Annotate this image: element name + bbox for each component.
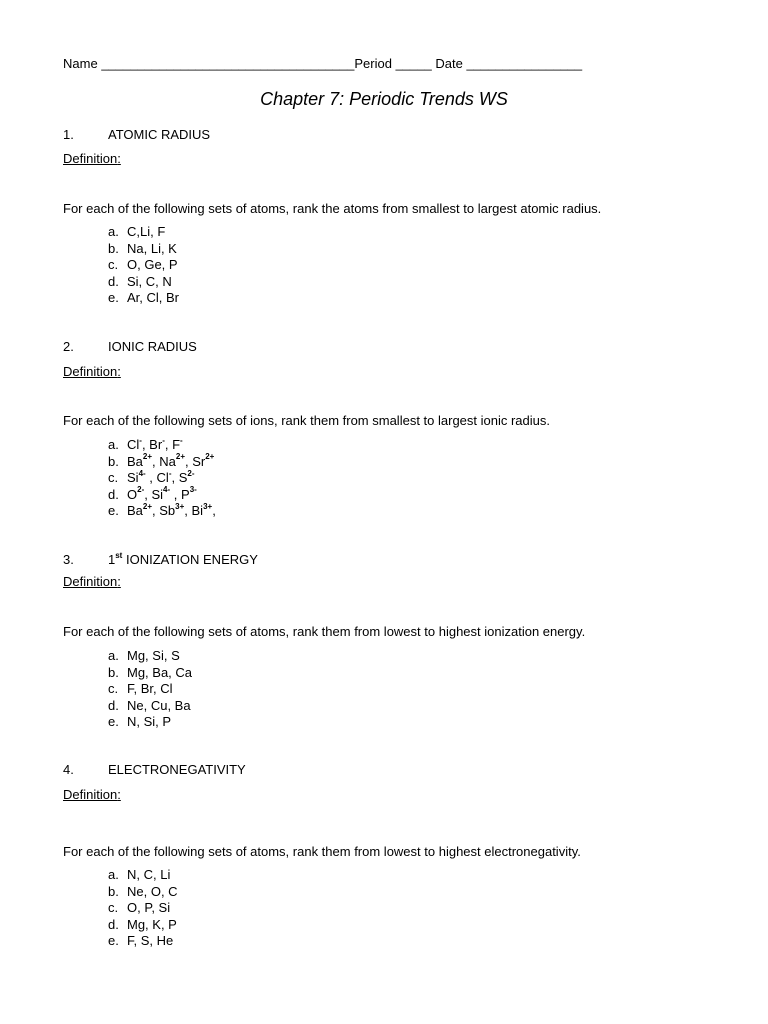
list-item — [108, 241, 179, 258]
list-item-text: Si, C, N — [127, 273, 172, 289]
date-blank: ________________ — [466, 56, 583, 71]
list-item — [108, 884, 178, 901]
list-item-label: c. — [108, 900, 119, 915]
section-3-heading-text: IONIZATION ENERGY — [122, 552, 258, 567]
list-item — [108, 257, 179, 274]
period-label: Period — [354, 56, 392, 71]
list-item — [108, 648, 192, 665]
list-item-label: d. — [108, 916, 119, 932]
list-item-text: N, C, Li — [127, 867, 171, 882]
section-4-instruction: For each of the following sets of atoms, rank them from lowest to highest electronegativity. — [63, 844, 581, 859]
date-label: Date — [435, 56, 463, 71]
section-4-number: 4. — [63, 762, 74, 777]
section-3-heading — [108, 552, 258, 567]
list-item-label: e. — [108, 714, 119, 729]
section-3-instruction: For each of the following sets of atoms, rank them from lowest to highest ionization energy. — [63, 624, 586, 639]
section-3-definition-label: Definition: — [63, 574, 121, 589]
list-item-text: Mg, Ba, Ca — [127, 664, 193, 680]
list-item — [108, 503, 216, 520]
section-1-number: 1. — [63, 127, 74, 142]
section-2-definition-label: Definition: — [63, 364, 121, 379]
list-item-label: c. — [108, 681, 119, 696]
list-item — [108, 470, 216, 487]
list-item-label: b. — [108, 883, 119, 899]
list-item-label: a. — [108, 224, 119, 239]
list-item-label: a. — [108, 648, 119, 663]
section-3-number: 3. — [63, 552, 74, 567]
list-item-text: Na, Li, K — [127, 240, 177, 256]
list-item-label: a. — [108, 867, 119, 882]
list-item-text: Mg, K, P — [127, 916, 177, 932]
list-item — [108, 487, 216, 504]
list-item-label: b. — [108, 664, 119, 680]
list-item-label: e. — [108, 933, 119, 948]
section-1-definition-label: Definition: — [63, 151, 121, 166]
section-2-heading: IONIC RADIUS — [108, 339, 197, 354]
list-item — [108, 714, 192, 731]
section-4-items — [108, 867, 178, 950]
list-item-text: $Ba^{2+}$, $Na^{2+}$, $Sr^{2+}$ — [127, 452, 215, 469]
section-2-items — [108, 437, 216, 520]
section-4-heading: ELECTRONEGATIVITY — [108, 762, 246, 777]
section-1-items — [108, 224, 179, 307]
section-3-heading-ordinal-sup: st — [115, 550, 123, 560]
list-item-label: b. — [108, 240, 119, 256]
list-item-text: O, Ge, P — [127, 257, 178, 272]
list-item-label: c. — [108, 470, 119, 485]
list-item — [108, 274, 179, 291]
list-item-text: $O^{2-}$, $Si^{4-}$ , $P^{3-}$ — [127, 485, 197, 502]
list-item-label: e. — [108, 290, 119, 305]
list-item — [108, 867, 178, 884]
list-item — [108, 224, 179, 241]
list-item-text: Ne, Cu, Ba — [127, 697, 191, 713]
list-item-text: Cl-, Br-, F- — [127, 435, 183, 452]
name-blank: ___________________________________ — [101, 56, 355, 71]
list-item-text: Ar, Cl, Br — [127, 290, 180, 305]
name-label: Name — [63, 56, 98, 71]
section-2-instruction: For each of the following sets of ions, rank them from smallest to largest ionic radius. — [63, 413, 550, 428]
section-2-number: 2. — [63, 339, 74, 354]
list-item-text: Mg, Si, S — [127, 648, 180, 663]
list-item-text: Ne, O, C — [127, 883, 178, 899]
list-item — [108, 681, 192, 698]
list-item-text: C,Li, F — [127, 224, 166, 239]
list-item — [108, 665, 192, 682]
section-3-heading-ordinal: 1 — [108, 552, 116, 567]
period-blank: _____ — [395, 56, 432, 71]
list-item-text: N, Si, P — [127, 714, 172, 729]
list-item-label: d. — [108, 486, 119, 502]
page-title: Chapter 7: Periodic Trends WS — [260, 89, 508, 109]
list-item-text: $Ba^{2+}$, $Sb^{3+}$, $Bi^{3+}$, — [127, 501, 216, 518]
list-item-label: d. — [108, 697, 119, 713]
list-item-text: F, Br, Cl — [127, 681, 173, 696]
list-item — [108, 290, 179, 307]
list-item — [108, 437, 216, 454]
list-item-text: $Si^{4-}$ , Cl-, $S^{2-}$ — [127, 468, 195, 485]
name-period-date-line — [63, 56, 582, 71]
section-1-heading: ATOMIC RADIUS — [108, 127, 211, 142]
list-item-label: c. — [108, 257, 119, 272]
list-item-label: e. — [108, 503, 119, 518]
list-item-label: d. — [108, 273, 119, 289]
list-item-label: b. — [108, 453, 119, 469]
list-item — [108, 698, 192, 715]
list-item — [108, 917, 178, 934]
section-1-instruction: For each of the following sets of atoms, rank the atoms from smallest to largest atomic radius. — [63, 201, 602, 216]
list-item-label: a. — [108, 437, 119, 452]
list-item-text: O, P, Si — [127, 900, 171, 915]
list-item-text: F, S, He — [127, 933, 174, 948]
list-item — [108, 933, 178, 950]
section-4-definition-label: Definition: — [63, 787, 121, 802]
section-3-items — [108, 648, 192, 731]
list-item — [108, 900, 178, 917]
list-item — [108, 454, 216, 471]
